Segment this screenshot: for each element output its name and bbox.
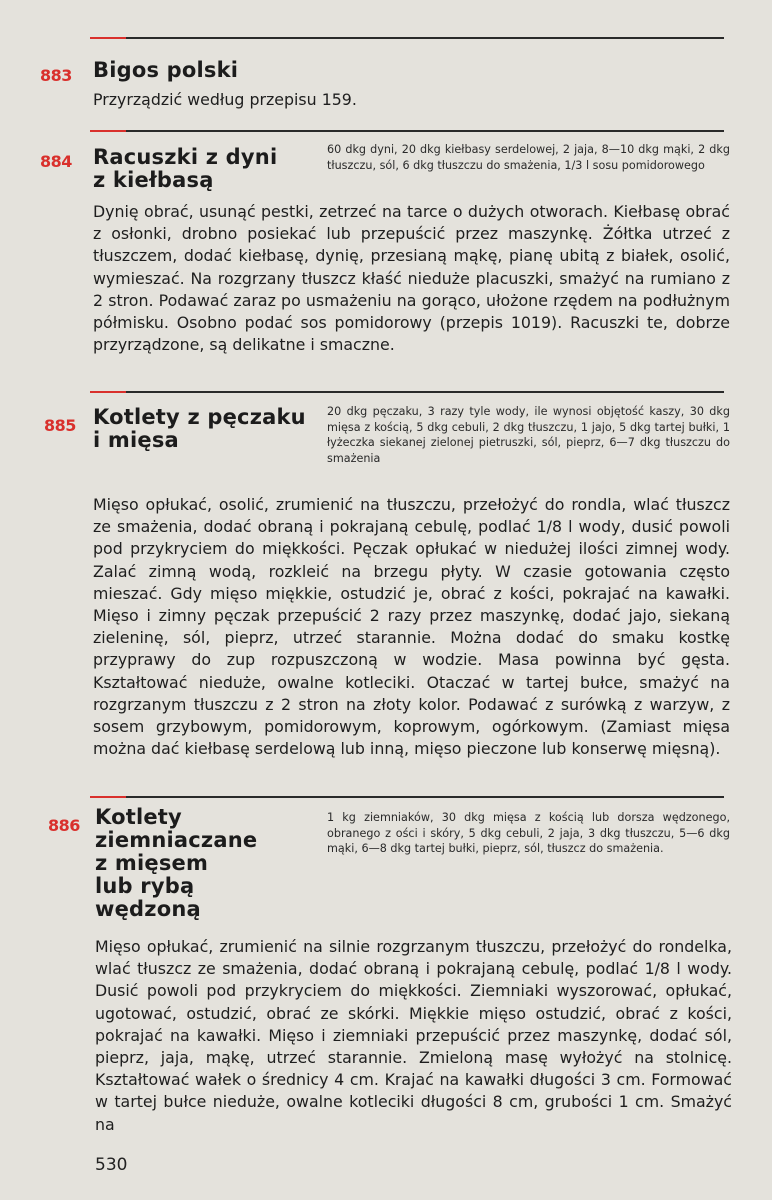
recipe-title: [93, 406, 323, 452]
recipe-title: Bigos polski: [93, 58, 239, 82]
recipe-title-line: ziemniaczane: [95, 828, 258, 852]
recipe-number: 883: [40, 66, 72, 85]
recipe-title-line: z mięsem: [95, 851, 209, 875]
page-number: 530: [95, 1155, 128, 1175]
recipe-title-line: wędzoną: [95, 897, 201, 921]
recipe-ingredients: 1 kg ziemniaków, 30 dkg mięsa z kością lub dorsza wędzonego, obranego z ości i skóry, 5 dkg cebuli, 2 jaja, 3 dkg tłuszczu, 5—6 dkg mąki, 6—8 dkg tartej bułki, pieprz, sól, tłuszcz do smażenia.: [327, 811, 730, 855]
recipe-text: Dynię obrać, usunąć pestki, zetrzeć na tarce o dużych otworach. Kiełbasę obrać z osłonki, drobno posiekać lub przepuścić przez maszynkę. Żółtka utrzeć z tłuszczem, dodać kiełbasę, dynię, przesianą mąkę, pianę ubitą z białek, osolić, wymieszać. Na rozgrzany tłuszcz kłaść nieduże placuszki, smażyć na rumiano z 2 stron. Podawać zaraz po usmażeniu na gorąco, ułożone rzędem na podłużnym półmisku. Osobno podać sos pomidorowy (przepis 1019). Racuszki te, dobrze przyrządzone, są delikatne i smaczne.: [93, 202, 730, 355]
recipe-title-line: lub rybą: [95, 874, 195, 898]
section-divider: [90, 130, 724, 132]
recipe-title: [95, 806, 295, 921]
recipe-text: Mięso opłukać, osolić, zrumienić na tłuszczu, przełożyć do rondla, wlać tłuszcz ze smażenia, dodać obraną i pokrajaną cebulę, podlać 1/8 l wody, dusić powoli pod przykryciem do miękkości. Pęczak opłukać w niedużej ilości zimnej wody. Zalać zimną wodą, rozkleić na brzegu płyty. W czasie gotowania często mieszać. Gdy mięso miękkie, ostudzić je, obrać z kości, pokrajać na kawałki. Mięso i zimny pęczak przepuścić 2 razy przez maszynkę, dodać jajo, siekaną zieleninę, sól, pieprz, utrzeć starannie. Można dodać do smaku kostkę przyprawy do zup rozpuszczoną w wodzie. Masa powinna być gęsta. Kształtować nieduże, owalne kotleciki. Otaczać w tartej bułce, smażyć na rozgrzanym tłuszczu z 2 stron na złoty kolor. Podawać z surówką z warzyw, z sosem grzybowym, pomidorowym, koprowym, ogórkowym. (Zamiast mięsa można dać kiełbasę serdelową lub inną, mięso pieczone lub konserwę mięsną).: [93, 495, 730, 759]
recipe-text: Mięso opłukać, zrumienić na silnie rozgrzanym tłuszczu, przełożyć do rondelka, wlać tłuszcz ze smażenia, dodać obraną i pokrajaną cebulę, podlać 1/8 l wody. Dusić powoli pod przykryciem do miękkości. Ziemniaki wyszorować, opłukać, ugotować, ostudzić, obrać ze skórki. Miękkie mięso ostudzić, obrać z kości, pokrajać na kawałki. Mięso i ziemniaki przepuścić przez maszynkę, dodać sól, pieprz, jaja, mąkę, utrzeć starannie. Zmieloną masę wyłożyć na stolnicę. Kształtować wałek o średnicy 4 cm. Krajać na kawałki długości 3 cm. Formować w tartej bułce nieduże, owalne kotleciki długości 8 cm, grubości 1 cm. Smażyć na: [95, 937, 732, 1134]
recipe-title-line: z kiełbasą: [93, 168, 214, 192]
section-divider: [90, 796, 724, 798]
recipe-text: Przyrządzić według przepisu 159.: [93, 90, 357, 109]
recipe-title-line: Kotlety: [95, 805, 182, 829]
recipe-title-line: i mięsa: [93, 428, 179, 452]
recipe-number: 886: [48, 816, 80, 835]
recipe-title: [93, 146, 323, 192]
recipe-ingredients: 20 dkg pęczaku, 3 razy tyle wody, ile wynosi objętość kaszy, 30 dkg mięsa z kością, 5 dkg cebuli, 2 dkg tłuszczu, 1 jajo, 5 dkg tartej bułki, 1 łyżeczka siekanej zielonej pietruszki, sól, pieprz, 6—7 dkg tłuszczu do smażenia: [327, 405, 730, 465]
section-divider: [90, 37, 724, 39]
recipe-title-line: Racuszki z dyni: [93, 145, 278, 169]
recipe-title-line: Kotlety z pęczaku: [93, 405, 306, 429]
recipe-number: 884: [40, 152, 72, 171]
section-divider: [90, 391, 724, 393]
recipe-ingredients: 60 dkg dyni, 20 dkg kiełbasy serdelowej, 2 jaja, 8—10 dkg mąki, 2 dkg tłuszczu, sól, 6 dkg tłuszczu do smażenia, 1/3 l sosu pomidorowego: [327, 143, 730, 172]
recipe-number: 885: [44, 416, 76, 435]
